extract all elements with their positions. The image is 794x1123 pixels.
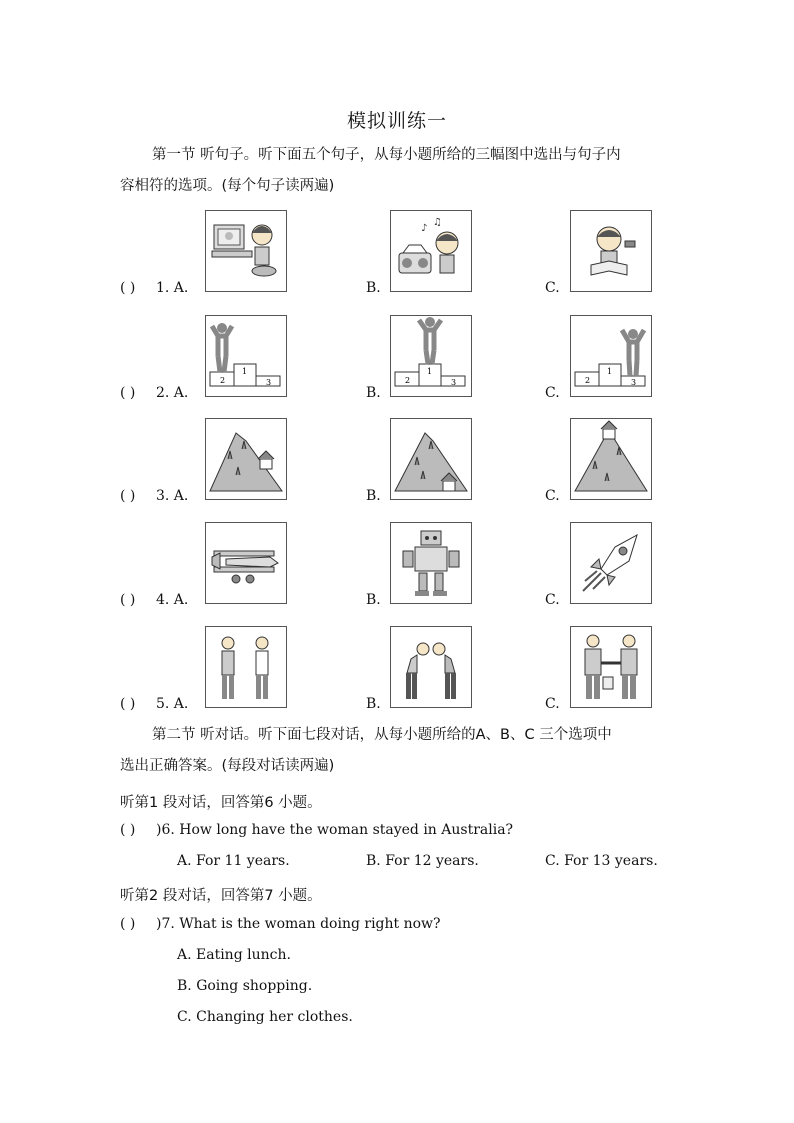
answer-blank[interactable]: ( ) xyxy=(120,592,136,608)
podium-label-second: 2 xyxy=(405,376,411,385)
men-shaking-hands-icon xyxy=(570,626,652,708)
answer-blank[interactable]: ( ) xyxy=(120,822,136,838)
question-row-2 xyxy=(0,305,794,405)
podium-label-third: 3 xyxy=(631,378,637,387)
question-row-1 xyxy=(0,200,794,300)
option-b-label: B. xyxy=(366,280,381,296)
girl-listening-music-icon xyxy=(390,210,472,292)
svg-text:♪: ♪ xyxy=(421,223,428,234)
rocket-icon xyxy=(570,522,652,604)
dialog1-intro: 听第1 段对话，回答第6 小题。 xyxy=(120,795,322,811)
robot-icon xyxy=(390,522,472,604)
question-number: 5. A. xyxy=(156,696,189,712)
option-c-label: C. xyxy=(545,385,560,401)
section1-instructions xyxy=(120,140,680,202)
podium-third-place-icon xyxy=(570,315,652,397)
option-c-label: C. xyxy=(545,696,560,712)
q6-option-a: A. For 11 years. xyxy=(177,853,290,869)
men-bowing-icon xyxy=(390,626,472,708)
house-mid-mountain-icon xyxy=(205,418,287,500)
podium-label-third: 3 xyxy=(266,378,272,387)
podium-label-first: 1 xyxy=(427,367,433,376)
option-b-label: B. xyxy=(366,592,381,608)
question-6-text: )6. How long have the woman stayed in Australia? xyxy=(156,822,514,838)
option-b-label: B. xyxy=(366,385,381,401)
question-7-text: )7. What is the woman doing right now? xyxy=(156,916,441,932)
podium-label-second: 2 xyxy=(220,376,226,385)
men-talking-icon xyxy=(205,626,287,708)
page-title: 模拟训练一 xyxy=(346,110,447,132)
house-foot-mountain-icon xyxy=(390,418,472,500)
q7-option-c: C. Changing her clothes. xyxy=(177,1009,353,1025)
question-row-5 xyxy=(0,616,794,716)
option-c-label: C. xyxy=(545,488,560,504)
answer-blank[interactable]: ( ) xyxy=(120,385,136,401)
podium-label-third: 3 xyxy=(451,378,457,387)
answer-blank[interactable]: ( ) xyxy=(120,916,136,932)
girl-reading-book-icon xyxy=(570,210,652,292)
q7-option-a: A. Eating lunch. xyxy=(177,947,291,963)
question-row-4 xyxy=(0,512,794,612)
podium-first-place-icon xyxy=(390,315,472,397)
question-number: 3. A. xyxy=(156,488,189,504)
q7-option-b: B. Going shopping. xyxy=(177,978,313,994)
section2-instructions xyxy=(120,720,690,782)
dialog2-intro: 听第2 段对话，回答第7 小题。 xyxy=(120,888,322,904)
girl-watching-tv-icon xyxy=(205,210,287,292)
podium-label-first: 1 xyxy=(607,367,613,376)
option-c-label: C. xyxy=(545,280,560,296)
section1-line2: 容相符的选项。(每个句子读两遍) xyxy=(120,178,335,194)
option-c-label: C. xyxy=(545,592,560,608)
question-number: 1. A. xyxy=(156,280,189,296)
answer-blank[interactable]: ( ) xyxy=(120,280,136,296)
question-number: 2. A. xyxy=(156,385,189,401)
podium-label-second: 2 xyxy=(585,376,591,385)
q6-option-c: C. For 13 years. xyxy=(545,853,658,869)
plane-icon xyxy=(205,522,287,604)
section2-line1: 第二节 听对话。听下面七段对话，从每小题所给的A、B、C 三个选项中 xyxy=(152,727,612,743)
svg-text:♫: ♫ xyxy=(433,217,442,228)
option-b-label: B. xyxy=(366,696,381,712)
section1-line1: 第一节 听句子。听下面五个句子，从每小题所给的三幅图中选出与句子内 xyxy=(152,147,621,163)
house-mountain-top-icon xyxy=(570,418,652,500)
section2-line2: 选出正确答案。(每段对话读两遍) xyxy=(120,758,335,774)
question-number: 4. A. xyxy=(156,592,189,608)
answer-blank[interactable]: ( ) xyxy=(120,696,136,712)
answer-blank[interactable]: ( ) xyxy=(120,488,136,504)
question-row-3 xyxy=(0,408,794,508)
q6-option-b: B. For 12 years. xyxy=(366,853,479,869)
podium-label-first: 1 xyxy=(242,367,248,376)
podium-second-place-icon xyxy=(205,315,287,397)
option-b-label: B. xyxy=(366,488,381,504)
